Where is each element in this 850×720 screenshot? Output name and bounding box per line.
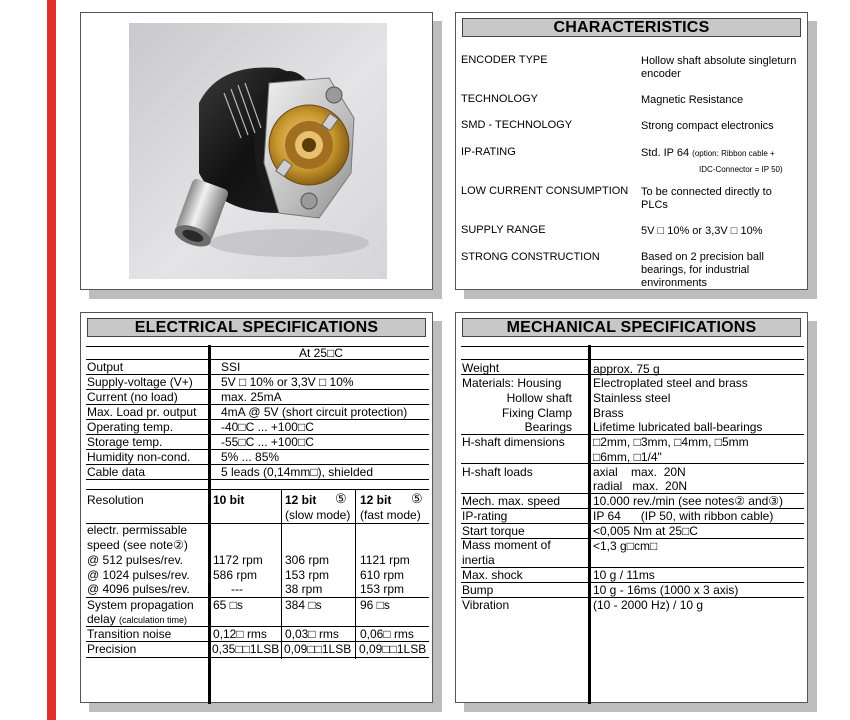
label-speed-1: electr. permissable — [87, 523, 188, 537]
label-bump: Bump — [462, 583, 494, 597]
rule — [86, 346, 429, 347]
value-prop-c2: 384 □s — [285, 598, 322, 612]
delay-note: (calculation time) — [119, 615, 188, 625]
label-max-shock: Max. shock — [462, 568, 523, 582]
value-1024-c1: 586 rpm — [213, 568, 258, 582]
value-precision-c2: 0,09□□1LSB — [284, 642, 352, 656]
value-ip-rating: IP 64 (IP 50, with ribbon cable) — [593, 509, 774, 523]
value-hshaft-dims-2: □6mm, □1/4" — [593, 450, 662, 464]
value-noise-c1: 0,12□ rms — [213, 627, 267, 641]
label-materials-housing: Materials: Housing — [462, 376, 562, 390]
char-label-technology: TECHNOLOGY — [461, 93, 539, 105]
label-precision: Precision — [87, 642, 137, 656]
electrical-col-divider — [208, 345, 211, 704]
electrical-header-temp: At 25□C — [299, 346, 343, 360]
res-col3-note-mark: ⑤ — [411, 491, 423, 506]
electrical-col3-divider — [355, 489, 356, 659]
label-cable-data: Cable data — [87, 465, 146, 479]
electrical-col2-divider — [281, 489, 282, 659]
value-4096-c3: 153 rpm — [360, 582, 405, 596]
value-materials-housing: Electroplated steel and brass — [593, 376, 748, 390]
label-supply-voltage: Supply-voltage (V+) — [87, 375, 193, 389]
electrical-specs-panel — [80, 312, 433, 703]
label-current: Current (no load) — [87, 390, 178, 404]
char-label-supply-range: SUPPLY RANGE — [461, 224, 546, 236]
value-noise-c3: 0,06□ rms — [360, 627, 414, 641]
label-operating-temp: Operating temp. — [87, 420, 174, 434]
char-label-encoder-type: ENCODER TYPE — [461, 54, 548, 66]
value-precision-c3: 0,09□□1LSB — [359, 642, 427, 656]
label-noise: Transition noise — [87, 627, 172, 641]
value-max-shock: 10 g / 11ms — [593, 568, 655, 582]
char-label-low-current: LOW CURRENT CONSUMPTION — [461, 185, 629, 197]
label-hollow-shaft: Hollow shaft — [506, 391, 572, 405]
encoder-photo — [129, 23, 387, 279]
mechanical-table — [456, 313, 809, 704]
value-current: max. 25mA — [221, 390, 282, 404]
char-label-smd: SMD - TECHNOLOGY — [461, 119, 573, 131]
label-weight: Weight — [462, 361, 500, 375]
value-bump: 10 g - 16ms (1000 x 3 axis) — [593, 583, 739, 597]
electrical-table — [81, 313, 434, 704]
value-4096-c1: --- — [231, 582, 243, 596]
rule — [86, 479, 429, 480]
label-propagation-2 — [87, 612, 187, 627]
ip-rating-note1: (option: Ribbon cable + — [692, 149, 775, 158]
ip-rating-std: Std. IP 64 — [641, 147, 690, 159]
value-hshaft-loads-1: axial max. 20N — [593, 465, 686, 479]
value-vibration: (10 - 2000 Hz) / 10 g — [593, 598, 704, 612]
characteristics-title: CHARACTERISTICS — [462, 18, 801, 37]
label-512: @ 512 pulses/rev. — [87, 553, 184, 567]
char-value-construction: Based on 2 precision ball bearings, for industrial environments — [641, 251, 764, 289]
label-inertia-2: inertia — [462, 553, 495, 567]
rule — [86, 489, 429, 490]
value-inertia: <1,3 g□cm□ — [593, 539, 658, 553]
value-hshaft-loads-2: radial max. 20N — [593, 479, 688, 493]
res-col2: 12 bit — [285, 493, 317, 507]
value-4096-c2: 38 rpm — [285, 582, 323, 596]
label-humidity: Humidity non-cond. — [87, 450, 191, 464]
value-512-c2: 306 rpm — [285, 553, 330, 567]
value-output: SSI — [221, 360, 241, 374]
res-col2-mode: (slow mode) — [285, 508, 351, 522]
value-weight: approx. 75 g — [593, 362, 660, 376]
label-hshaft-loads: H-shaft loads — [462, 465, 533, 479]
value-max-load: 4mA @ 5V (short circuit protection) — [221, 405, 408, 419]
char-value-ip-rating — [641, 147, 801, 160]
mechanical-title: MECHANICAL SPECIFICATIONS — [462, 318, 801, 337]
label-start-torque: Start torque — [462, 524, 525, 538]
res-col3-mode: (fast mode) — [360, 508, 421, 522]
label-inertia-1: Mass moment of — [462, 538, 551, 552]
label-speed-2: speed (see note②) — [87, 538, 188, 552]
delay-label: delay — [87, 612, 116, 626]
char-value-smd: Strong compact electronics — [641, 120, 774, 132]
value-1024-c2: 153 rpm — [285, 568, 330, 582]
label-mech-max-speed: Mech. max. speed — [462, 494, 561, 508]
value-storage-temp: -55□C ... +100□C — [221, 435, 314, 449]
value-noise-c2: 0,03□ rms — [285, 627, 339, 641]
value-supply-voltage: 5V □ 10% or 3,3V □ 10% — [221, 375, 354, 389]
label-propagation: System propagation — [87, 598, 194, 612]
res-col2-note-mark: ⑤ — [335, 491, 347, 506]
value-hollow-shaft: Stainless steel — [593, 391, 671, 405]
label-max-load: Max. Load pr. output — [87, 405, 197, 419]
value-prop-c3: 96 □s — [360, 598, 390, 612]
value-512-c1: 1172 rpm — [213, 553, 263, 567]
value-humidity: 5% ... 85% — [221, 450, 280, 464]
red-margin-bar — [47, 0, 56, 720]
label-vibration: Vibration — [462, 598, 510, 612]
value-mech-max-speed: 10.000 rev./min (see notes② and③) — [593, 494, 784, 508]
label-ip-rating: IP-rating — [462, 509, 508, 523]
label-fixing-clamp: Fixing Clamp — [501, 406, 572, 420]
label-output: Output — [87, 360, 124, 374]
label-1024: @ 1024 pulses/rev. — [87, 568, 190, 582]
label-4096: @ 4096 pulses/rev. — [87, 582, 190, 596]
value-hshaft-dims-1: □2mm, □3mm, □4mm, □5mm — [593, 435, 749, 449]
char-value-low-current: To be connected directly to PLCs — [641, 186, 772, 211]
rule — [461, 359, 804, 360]
value-prop-c1: 65 □s — [213, 598, 243, 612]
electrical-title: ELECTRICAL SPECIFICATIONS — [87, 318, 426, 337]
value-precision-c1: 0,35□□1LSB — [212, 642, 280, 656]
rule — [86, 657, 429, 658]
value-fixing-clamp: Brass — [593, 406, 624, 420]
rule — [86, 359, 429, 360]
value-bearings: Lifetime lubricated ball-bearings — [593, 420, 763, 434]
value-operating-temp: -40□C ... +100□C — [221, 420, 314, 434]
value-start-torque: <0,005 Nm at 25□C — [593, 524, 698, 538]
value-cable-data: 5 leads (0,14mm□), shielded — [221, 465, 373, 479]
encoder-illustration — [129, 23, 387, 279]
mechanical-col-divider — [588, 345, 591, 704]
product-photo-panel — [80, 12, 433, 290]
label-resolution: Resolution — [87, 493, 144, 507]
char-value-encoder-type: Hollow shaft absolute singleturn encoder — [641, 55, 797, 80]
label-storage-temp: Storage temp. — [87, 435, 163, 449]
char-value-supply-range: 5V □ 10% or 3,3V □ 10% — [641, 225, 763, 237]
res-col3: 12 bit — [360, 493, 392, 507]
label-bearings: Bearings — [524, 420, 572, 434]
rule — [461, 346, 804, 347]
res-col1: 10 bit — [213, 493, 245, 507]
value-1024-c3: 610 rpm — [360, 568, 405, 582]
ip-rating-note2: IDC-Connector = IP 50) — [699, 165, 783, 174]
char-label-ip-rating: IP-RATING — [461, 146, 516, 158]
characteristics-panel — [455, 12, 808, 290]
char-label-construction: STRONG CONSTRUCTION — [461, 251, 600, 263]
value-512-c3: 1121 rpm — [360, 553, 410, 567]
mechanical-specs-panel — [455, 312, 808, 703]
char-value-technology: Magnetic Resistance — [641, 94, 744, 106]
label-hshaft-dimensions: H-shaft dimensions — [462, 435, 565, 449]
